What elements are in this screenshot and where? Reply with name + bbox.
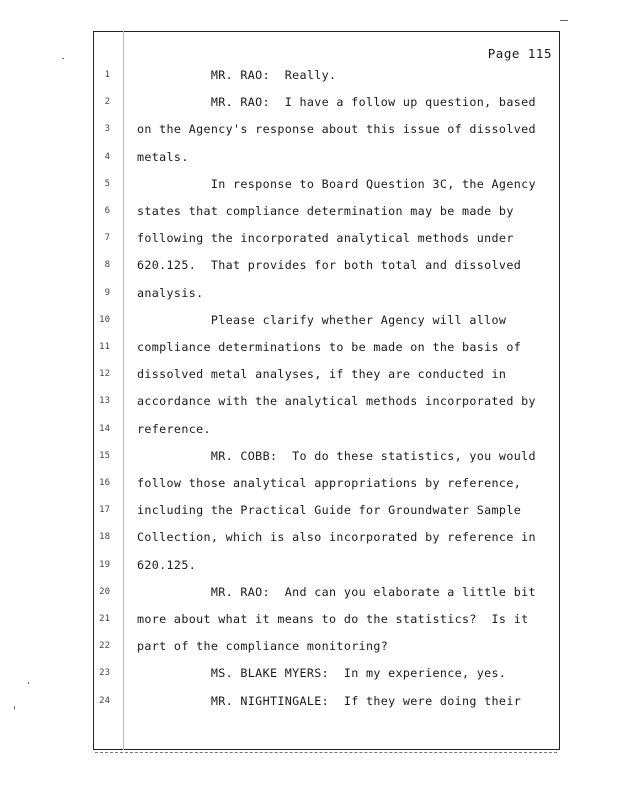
line-number: 5: [104, 178, 110, 189]
line-number: 12: [99, 369, 110, 380]
line-number: 20: [99, 586, 110, 597]
transcript-line: on the Agency's response about this issue of dissolved: [137, 122, 536, 137]
transcript-line: analysis.: [137, 285, 204, 300]
transcript-line: including the Practical Guide for Groundwater Sample: [137, 503, 522, 518]
transcript-line: dissolved metal analyses, if they are conducted in: [137, 367, 507, 382]
transcript-line: MS. BLAKE MYERS: In my experience, yes.: [137, 666, 507, 681]
transcript-line: more about what it means to do the statistics? Is it: [137, 612, 529, 626]
scan-speck: [28, 682, 29, 684]
line-number: 24: [99, 695, 110, 706]
transcript-line: Please clarify whether Agency will allow: [137, 312, 507, 327]
line-number: 6: [104, 206, 110, 216]
transcript-line: MR. RAO: I have a follow up question, based: [137, 95, 536, 110]
transcript-line: Collection, which is also incorporated by reference in: [137, 530, 536, 545]
line-number: 19: [99, 559, 110, 570]
transcript-line: reference.: [137, 421, 211, 436]
transcript-line: 620.125.: [137, 557, 197, 572]
transcript-line: In response to Board Question 3C, the Agency: [137, 176, 536, 191]
transcript-line: MR. RAO: Really.: [137, 68, 337, 82]
line-number: 17: [99, 505, 110, 516]
scan-speck: [62, 58, 64, 59]
transcript-line: MR. COBB: To do these statistics, you would: [137, 448, 536, 463]
transcript-line: following the incorporated analytical methods under: [137, 231, 514, 246]
transcript-line: states that compliance determination may be made by: [137, 204, 514, 218]
transcript-line: 620.125. That provides for both total and dissolved: [137, 258, 522, 273]
line-number: 23: [99, 668, 110, 679]
line-number: 3: [104, 124, 110, 135]
line-number: 4: [104, 151, 110, 162]
transcript-line: part of the compliance monitoring?: [137, 639, 389, 654]
line-number: 9: [104, 287, 110, 298]
line-number: 7: [104, 233, 110, 244]
transcript-line: accordance with the analytical methods incorporated by: [137, 394, 536, 409]
transcript-line: MR. NIGHTINGALE: If they were doing their: [137, 693, 522, 708]
transcript-line: metals.: [137, 149, 189, 164]
transcript-line: MR. RAO: And can you elaborate a little bit: [137, 584, 536, 599]
line-number: 16: [99, 478, 110, 488]
line-number: 18: [99, 532, 110, 543]
page-number: Page 115: [487, 46, 552, 61]
scan-speck: [14, 706, 15, 709]
line-number: 14: [99, 423, 110, 434]
line-number: 1: [104, 70, 110, 80]
bottom-edge-rule: [95, 752, 557, 753]
transcript-line: follow those analytical appropriations by reference,: [137, 476, 522, 490]
line-number: 8: [104, 260, 110, 271]
line-number: 22: [99, 641, 110, 652]
line-number: 10: [99, 314, 110, 325]
line-number: 2: [104, 97, 110, 108]
line-number: 11: [99, 342, 110, 352]
left-margin-rule: [123, 31, 124, 750]
transcript-line: compliance determinations to be made on the basis of: [137, 340, 522, 354]
scan-speck: [560, 20, 568, 21]
line-number: 15: [99, 450, 110, 461]
line-number: 13: [99, 396, 110, 407]
line-number: 21: [99, 614, 110, 624]
